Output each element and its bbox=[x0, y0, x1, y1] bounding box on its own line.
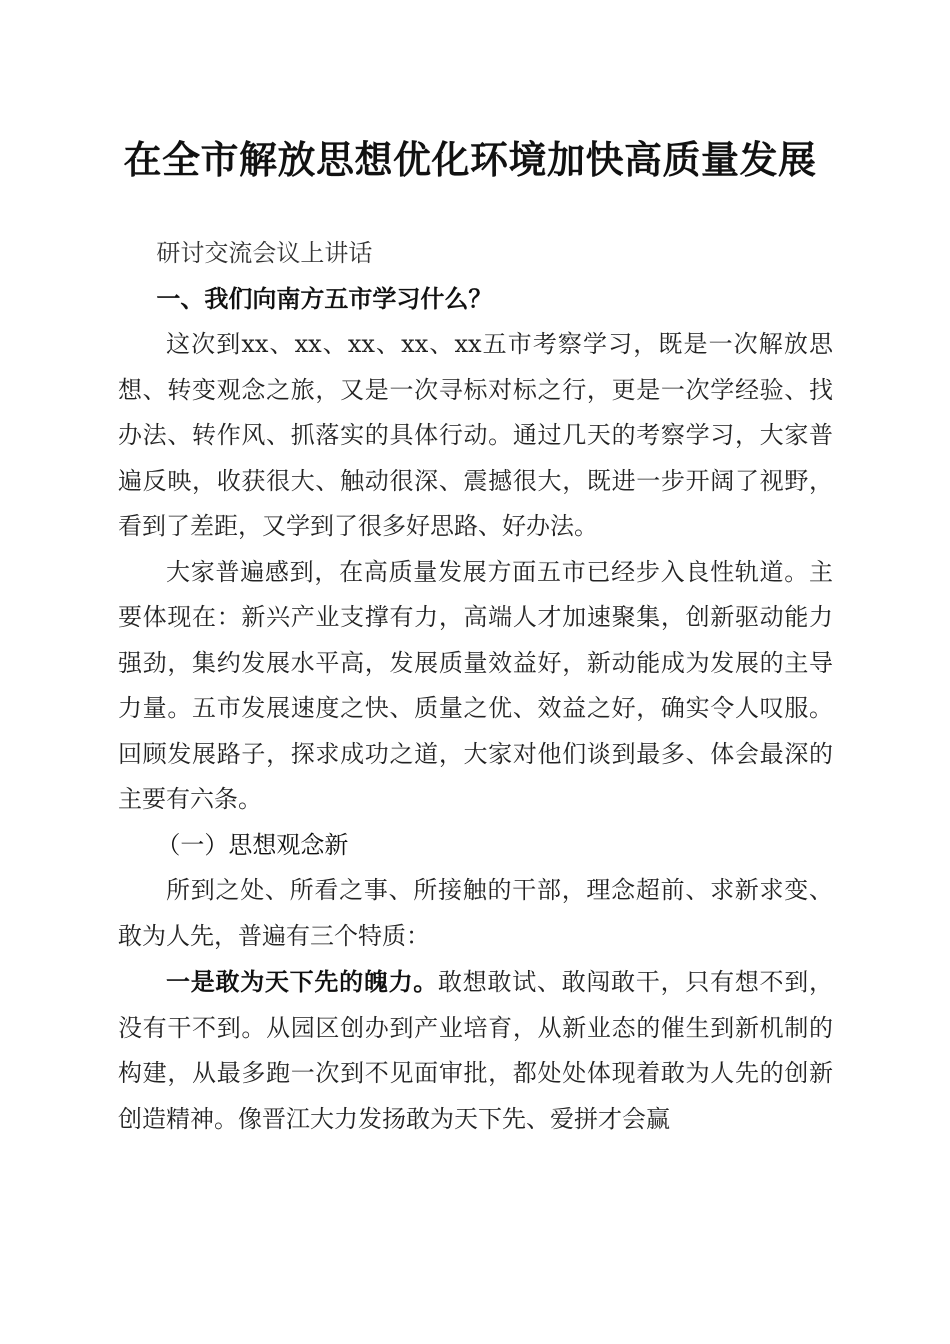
paragraph-1: 这次到xx、xx、xx、xx、xx五市考察学习，既是一次解放思想、转变观念之旅，又是一次寻标对标之行，更是一次学经验、找办法、转作风、抓落实的具体行动。通过几天的考察学习，大家普遍反映，收获很大、触动很深、震撼很大，既进一步开阔了视野，看到了差距，又学到了很多好思路、好办法。 bbox=[118, 330, 833, 540]
paragraph-4 bbox=[118, 959, 833, 1142]
document-body bbox=[118, 231, 833, 1142]
section-heading-1: 一、我们向南方五市学习什么？ bbox=[156, 284, 493, 313]
subsection-heading-1: （一）思想观念新 bbox=[156, 830, 349, 859]
paragraph-2: 大家普遍感到，在高质量发展方面五市已经步入良性轨道。主要体现在：新兴产业支撑有力，高端人才加速聚集，创新驱动能力强劲，集约发展水平高，发展质量效益好，新动能成为发展的主导力量。五市发展速度之快、质量之优、效益之好，确实令人叹服。回顾发展路子，探求成功之道，大家对他们谈到最多、体会最深的主要有六条。 bbox=[118, 557, 833, 813]
paragraph-4-lead: 一是敢为天下先的魄力。 bbox=[166, 967, 439, 996]
paragraph-3: 所到之处、所看之事、所接触的干部，理念超前、求新求变、敢为人先，普遍有三个特质： bbox=[118, 876, 833, 950]
document-title: 在全市解放思想优化环境加快高质量发展 bbox=[123, 137, 817, 182]
document-subtitle: 研讨交流会议上讲话 bbox=[156, 239, 373, 267]
paragraph-4-body: 敢想敢试、敢闯敢干，只有想不到，没有干不到。从园区创办到产业培育，从新业态的催生到新机制的构建，从最多跑一次到不见面审批，都处处体现着敢为人先的创新创造精神。像晋江大力发扬敢为天下先、爱拼才会赢 bbox=[118, 968, 834, 1133]
